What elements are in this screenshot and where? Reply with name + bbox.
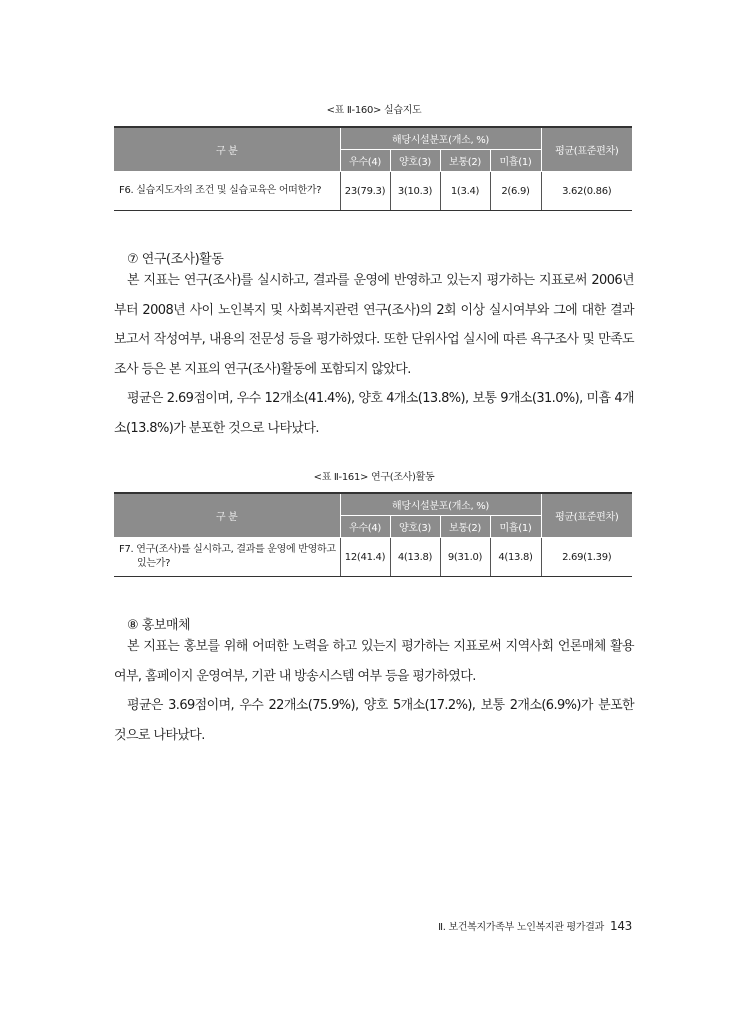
header-poor: 미흡(1): [490, 150, 541, 172]
value-cell: 23(79.3): [340, 172, 390, 211]
header-gubun: 구 분: [114, 493, 340, 538]
footer-chapter: Ⅱ. 보건복지가족부 노인복지관 평가결과: [438, 922, 604, 933]
value-cell: 12(41.4): [340, 538, 390, 577]
header-excellent: 우수(4): [340, 150, 390, 172]
value-cell: 4(13.8): [390, 538, 440, 577]
section-8-paragraph-2: 평균은 3.69점이며, 우수 22개소(75.9%), 양호 5개소(17.2%), 보통 2개소(6.9%)가 분포한 것으로 나타났다.: [114, 698, 634, 743]
header-average-level: 보통(2): [440, 516, 490, 538]
section-7-paragraph-1: 본 지표는 연구(조사)를 실시하고, 결과를 운영에 반영하고 있는지 평가하는 지표로써 2006년부터 2008년 사이 노인복지 및 사회복지관련 연구(조사)의 2회 이상 실시여부와 그에 대한 결과보고서 작성여부, 내용의 전문성 등을 평가하였다. 또한 단위사업 실시에 따른 욕구조사 및 만족도 조사 등은 본 지표의 연구(조사)활동에 포함되지 않았다.: [114, 273, 634, 377]
value-cell: 1(3.4): [440, 172, 490, 211]
section-8-body: [114, 632, 634, 750]
header-average: 평균(표준편차): [541, 127, 632, 172]
header-good: 양호(3): [390, 150, 440, 172]
value-cell: 4(13.8): [490, 538, 541, 577]
question-cell: F7. 연구(조사)를 실시하고, 결과를 운영에 반영하고 있는가?: [114, 538, 340, 577]
value-cell: 3(10.3): [390, 172, 440, 211]
question-cell: F6. 실습지도자의 조건 및 실습교육은 어떠한가?: [114, 172, 340, 211]
average-cell: 3.62(0.86): [541, 172, 632, 211]
average-cell: 2.69(1.39): [541, 538, 632, 577]
section-8-heading: ⑧ 홍보매체: [127, 618, 191, 633]
header-good: 양호(3): [390, 516, 440, 538]
section-8-paragraph-1: 본 지표는 홍보를 위해 어떠한 노력을 하고 있는지 평가하는 지표로써 지역사회 언론매체 활용여부, 홈페이지 운영여부, 기관 내 방송시스템 여부 등을 평가하였다.: [114, 639, 634, 684]
table-160-caption: <표 Ⅱ-160> 실습지도: [326, 105, 422, 116]
header-distribution: 해당시설분포(개소, %): [340, 127, 541, 150]
table-row: [114, 172, 632, 211]
section-7-body: [114, 266, 634, 443]
value-cell: 2(6.9): [490, 172, 541, 211]
section-7-paragraph-2: 평균은 2.69점이며, 우수 12개소(41.4%), 양호 4개소(13.8%), 보통 9개소(31.0%), 미흡 4개소(13.8%)가 분포한 것으로 나타났다.: [114, 391, 634, 436]
table-161: [114, 492, 632, 577]
header-distribution: 해당시설분포(개소, %): [340, 493, 541, 516]
table-row: [114, 538, 632, 577]
table-161-caption: <표 Ⅱ-161> 연구(조사)활동: [313, 472, 435, 483]
value-cell: 9(31.0): [440, 538, 490, 577]
header-gubun: 구 분: [114, 127, 340, 172]
header-average: 평균(표준편차): [541, 493, 632, 538]
page-footer: [0, 918, 632, 933]
page-number: 143: [609, 919, 632, 933]
header-excellent: 우수(4): [340, 516, 390, 538]
header-poor: 미흡(1): [490, 516, 541, 538]
header-average-level: 보통(2): [440, 150, 490, 172]
section-7-heading: ⑦ 연구(조사)활동: [127, 252, 224, 267]
table-160: [114, 126, 632, 211]
